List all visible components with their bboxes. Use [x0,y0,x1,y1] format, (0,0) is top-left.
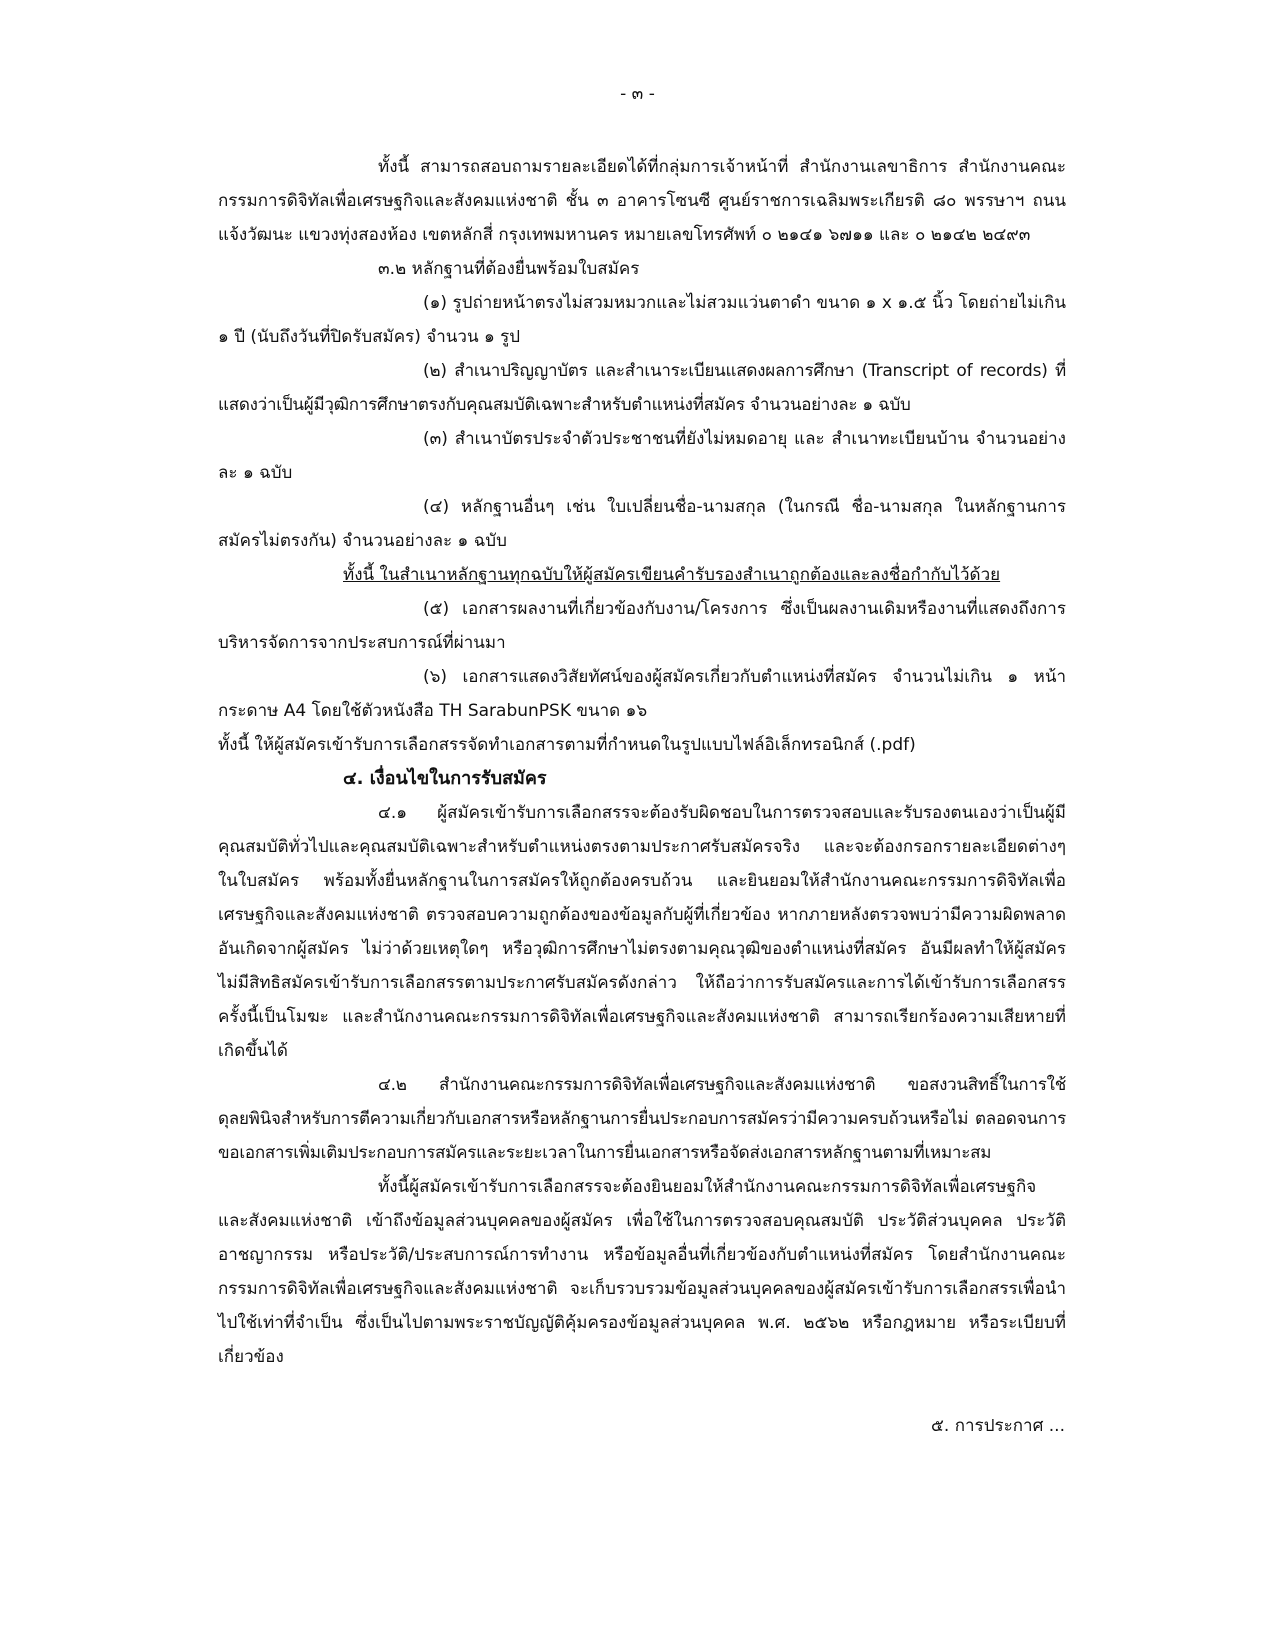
pdf-format-note: ทั้งนี้ ให้ผู้สมัครเข้ารับการเลือกสรรจัดทำเอกสารตามที่กำหนดในรูปแบบไฟล์อิเล็กทรอนิกส์ (.pdf) [218,735,916,755]
certify-note-text: ทั้งนี้ ในสำเนาหลักฐานทุกฉบับให้ผู้สมัครเขียนคำรับรองสำเนาถูกต้องและลงชื่อกำกับไว้ด้วย [343,565,1001,585]
requirement-item-2: (๒) สำเนาปริญญาบัตร และสำเนาระเบียนแสดงผลการศึกษา (Transcript of records) ที่แสดงว่าเป็นผู้มีวุฒิการศึกษาตรงกับคุณสมบัติเฉพาะสำหรับตำแหน่งที่สมัคร จำนวนอย่างละ ๑ ฉบับ [218,361,1066,415]
requirement-item-3: (๓) สำเนาบัตรประจำตัวประชาชนที่ยังไม่หมดอายุ และ สำเนาทะเบียนบ้าน จำนวนอย่างละ ๑ ฉบับ [218,429,1066,483]
requirement-item-6: (๖) เอกสารแสดงวิสัยทัศน์ของผู้สมัครเกี่ยวกับตำแหน่งที่สมัคร จำนวนไม่เกิน ๑ หน้ากระดาษ A4 โดยใช้ตัวหนังสือ TH SarabunPSK ขนาด ๑๖ [218,667,1066,721]
requirement-item-5: (๕) เอกสารผลงานที่เกี่ยวข้องกับงาน/โครงการ ซึ่งเป็นผลงานเดิมหรืองานที่แสดงถึงการบริหารจัดการจากประสบการณ์ที่ผ่านมา [218,599,1066,653]
contact-paragraph: ทั้งนี้ สามารถสอบถามรายละเอียดได้ที่กลุ่มการเจ้าหน้าที่ สำนักงานเลขาธิการ สำนักงานคณะกรรมการดิจิทัลเพื่อเศรษฐกิจและสังคมแห่งชาติ ชั้น ๓ อาคารโซนซี ศูนย์ราชการเฉลิมพระเกียรติ ๘๐ พรรษาฯ ถนนแจ้งวัฒนะ แขวงทุ่งสองห้อง เขตหลักสี่ กรุงเทพมหานคร หมายเลขโทรศัพท์ ๐ ๒๑๔๑ ๖๗๑๑ และ ๐ ๒๑๔๒ ๒๔๙๓ [218,157,1066,245]
requirement-item-4: (๔) หลักฐานอื่นๆ เช่น ใบเปลี่ยนชื่อ-นามสกุล (ในกรณี ชื่อ-นามสกุล ในหลักฐานการสมัครไม่ตรงกัน) จำนวนอย่างละ ๑ ฉบับ [218,497,1066,551]
certify-note [218,558,1066,592]
condition-4-2: ๔.๒ สำนักงานคณะกรรมการดิจิทัลเพื่อเศรษฐกิจและสังคมแห่งชาติ ขอสงวนสิทธิ์ในการใช้ดุลยพินิจสำหรับการตีความเกี่ยวกับเอกสารหรือหลักฐานการยื่นประกอบการสมัครว่ามีความครบถ้วนหรือไม่ ตลอดจนการขอเอกสารเพิ่มเติมประกอบการสมัครและระยะเวลาในการยื่นเอกสารหรือจัดส่งเอกสารหลักฐานตามที่เหมาะสม [218,1075,1066,1163]
condition-4-1: ๔.๑ ผู้สมัครเข้ารับการเลือกสรรจะต้องรับผิดชอบในการตรวจสอบและรับรองตนเองว่าเป็นผู้มีคุณสมบัติทั่วไปและคุณสมบัติเฉพาะสำหรับตำแหน่งตรงตามประกาศรับสมัครจริง และจะต้องกรอกรายละเอียดต่างๆ ในใบสมัคร พร้อมทั้งยื่นหลักฐานในการสมัครให้ถูกต้องครบถ้วน และยินยอมให้สำนักงานคณะกรรมการดิจิทัลเพื่อเศรษฐกิจและสังคมแห่งชาติ ตรวจสอบความถูกต้องของข้อมูลกับผู้ที่เกี่ยวข้อง หากภายหลังตรวจพบว่ามีความผิดพลาดอันเกิดจากผู้สมัคร ไม่ว่าด้วยเหตุใดๆ หรือวุฒิการศึกษาไม่ตรงตามคุณวุฒิของตำแหน่งที่สมัคร อันมีผลทำให้ผู้สมัครไม่มีสิทธิสมัครเข้ารับการเลือกสรรตามประกาศรับสมัครดังกล่าว ให้ถือว่าการรับสมัครและการได้เข้ารับการเลือกสรรครั้งนี้เป็นโมฆะ และสำนักงานคณะกรรมการดิจิทัลเพื่อเศรษฐกิจและสังคมแห่งชาติ สามารถเรียกร้องความเสียหายที่เกิดขึ้นได้ [218,803,1066,1061]
section-4-heading: ๔. เงื่อนไขในการรับสมัคร [343,768,547,789]
consent-paragraph: ทั้งนี้ผู้สมัครเข้ารับการเลือกสรรจะต้องยินยอมให้สำนักงานคณะกรรมการดิจิทัลเพื่อเศรษฐกิจและสังคมแห่งชาติ เข้าถึงข้อมูลส่วนบุคคลของผู้สมัคร เพื่อใช้ในการตรวจสอบคุณสมบัติ ประวัติส่วนบุคคล ประวัติอาชญากรรม หรือประวัติ/ประสบการณ์การทำงาน หรือข้อมูลอื่นที่เกี่ยวข้องกับตำแหน่งที่สมัคร โดยสำนักงานคณะกรรมการดิจิทัลเพื่อเศรษฐกิจและสังคมแห่งชาติ จะเก็บรวบรวมข้อมูลส่วนบุคคลของผู้สมัครเข้ารับการเลือกสรรเพื่อนำไปใช้เท่าที่จำเป็น ซึ่งเป็นไปตามพระราชบัญญัติคุ้มครองข้อมูลส่วนบุคคล พ.ศ. ๒๕๖๒ หรือกฎหมาย หรือระเบียบที่เกี่ยวข้อง [218,1177,1066,1367]
section-3-2-title: ๓.๒ หลักฐานที่ต้องยื่นพร้อมใบสมัคร [378,259,640,279]
next-page-marker: ๕. การประกาศ ... [931,1416,1065,1436]
document-body [218,150,1066,1374]
page-number: - ๓ - [620,84,655,104]
requirement-item-1: (๑) รูปถ่ายหน้าตรงไม่สวมหมวกและไม่สวมแว่นตาดำ ขนาด ๑ x ๑.๕ นิ้ว โดยถ่ายไม่เกิน ๑ ปี (นับถึงวันที่ปิดรับสมัคร) จำนวน ๑ รูป [218,293,1066,347]
